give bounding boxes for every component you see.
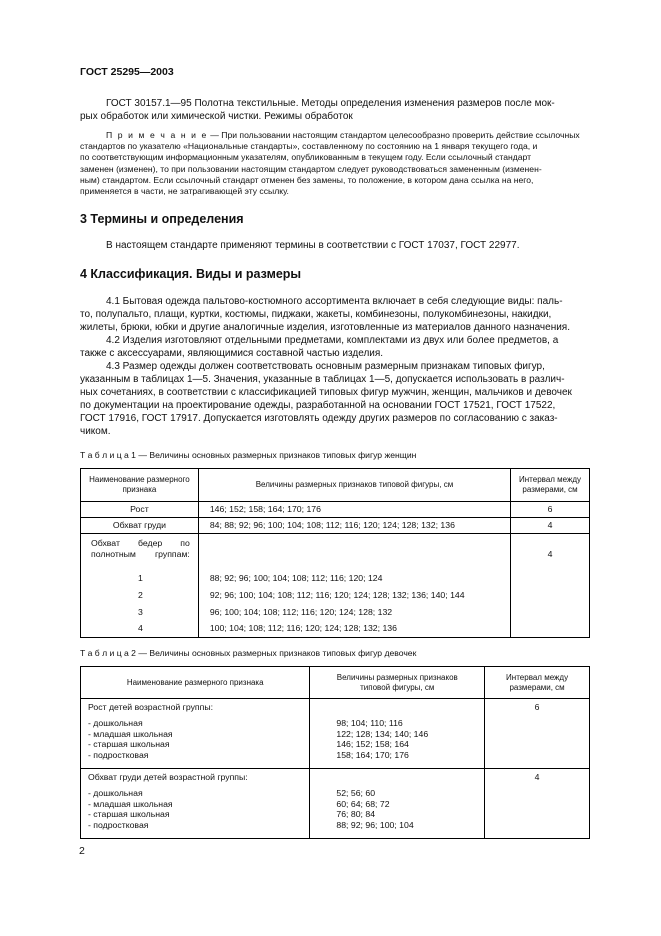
- paragraph-4-1: [80, 295, 590, 334]
- page-number: 2: [79, 845, 85, 857]
- document-header: ГОСТ 25295—2003: [80, 66, 174, 78]
- section-3-heading: 3 Термины и определения: [80, 212, 244, 226]
- cell-name: [81, 769, 310, 839]
- paragraph-line: ных сочетаниях, в соответствии с классификацией типовых фигур мужчин, женщин, мальчиков и девочек: [80, 387, 572, 398]
- group-number: 3: [138, 606, 143, 617]
- age-group: - младшая школьная: [88, 798, 173, 809]
- cell-interval: 4: [511, 518, 590, 534]
- note-label: П р и м е ч а н и е: [106, 130, 208, 140]
- paragraph-line: жилеты, брюки, юбки и другие аналогичные изделия, изготовленные из материалов данного назначения.: [80, 322, 571, 333]
- table-header-cell: Интервал между размерами, см: [511, 469, 590, 502]
- table-caption-label: Т а б л и ц а 1: [80, 450, 136, 460]
- note-line: по соответствующим информационным указателям, опубликованным в текущем году. Если ссылочный стандарт: [80, 152, 532, 163]
- cell-values: [198, 534, 510, 638]
- paragraph-line: также с аксессуарами, являющимися составной частью изделия.: [80, 348, 384, 359]
- paragraph-line: ГОСТ 17916, ГОСТ 17917. Допускается изготовлять одежду других размеров по согласованию с заказ-: [80, 413, 558, 424]
- paragraph-4-3: [80, 360, 590, 438]
- cell-interval: 4: [511, 534, 590, 638]
- age-group: - старшая школьная: [88, 809, 170, 820]
- group-values: 92; 96; 100; 104; 108; 112; 116; 120; 124; 128; 132; 136; 140; 144: [209, 589, 465, 600]
- table-header-cell: Наименование размерного признака: [81, 469, 199, 502]
- paragraph-line: 4.1 Бытовая одежда пальтово-костюмного ассортимента включает в себя следующие виды: паль-: [106, 296, 563, 307]
- cell-name: [81, 699, 310, 769]
- note-line: заменен (изменен), то при пользовании настоящим стандартом следует руководствоваться замененным (изменен-: [80, 163, 542, 174]
- table-row: [81, 769, 590, 839]
- cell-name: Обхват груди: [81, 518, 199, 534]
- hip-label: Обхват бедер по полнотным группам:: [91, 538, 190, 559]
- group-values: 96; 100; 104; 108; 112; 116; 120; 124; 128; 132: [209, 606, 393, 617]
- group-values: 146; 152; 158; 164: [336, 739, 409, 750]
- age-group: - подростковая: [88, 819, 149, 830]
- group-values: 52; 56; 60: [336, 788, 376, 798]
- table-caption-text: — Величины основных размерных признаков типовых фигур девочек: [135, 648, 417, 658]
- table-row: [81, 534, 590, 638]
- age-group: - младшая школьная: [88, 728, 173, 739]
- group-values: 88; 92; 96; 100; 104: [336, 819, 414, 830]
- paragraph-line: указанным в таблицах 1—5. Значения, указанные в таблицах 1—5, допускается использовать в различ-: [80, 374, 565, 385]
- group-number: 1: [138, 573, 143, 583]
- block-title: Обхват груди детей возрастной группы:: [88, 772, 248, 782]
- table-2: [80, 666, 590, 839]
- paragraph-line: то, полупальто, плащи, куртки, костюмы, пиджаки, жакеты, комбинезоны, полукомбинезоны, накидки,: [80, 309, 552, 320]
- group-values: 88; 92; 96; 100; 104; 108; 112; 116; 120; 124: [209, 573, 383, 583]
- cell-values: 84; 88; 92; 96; 100; 104; 108; 112; 116; 120; 124; 128; 132; 136: [198, 518, 510, 534]
- cell-interval: 6: [485, 699, 590, 769]
- section-3-text: В настоящем стандарте применяют термины в соответствии с ГОСТ 17037, ГОСТ 22977.: [106, 240, 520, 251]
- note-line: — При пользовании настоящим стандартом целесообразно проверить действие ссылочных: [207, 130, 580, 140]
- table-1: [80, 468, 590, 638]
- age-group: - дошкольная: [88, 718, 143, 728]
- table-header-cell: Интервал между размерами, см: [485, 667, 590, 699]
- cell-interval: 6: [511, 502, 590, 518]
- cell-values: [310, 699, 485, 769]
- table-row: [81, 502, 590, 518]
- group-values: 76; 80; 84: [336, 809, 376, 820]
- table-2-caption: [80, 648, 416, 658]
- age-group: - дошкольная: [88, 788, 143, 798]
- group-values: 122; 128; 134; 140; 146: [336, 728, 429, 739]
- table-header-cell: Наименование размерного признака: [81, 667, 310, 699]
- table-caption-text: — Величины основных размерных признаков типовых фигур женщин: [135, 450, 417, 460]
- ref-line: рых обработок или химической чистки. Режимы обработок: [80, 111, 353, 122]
- table-header-cell: Величины размерных признаков типовой фигуры, см: [310, 667, 485, 699]
- group-number: 4: [138, 623, 143, 634]
- cell-interval: 4: [485, 769, 590, 839]
- table-row: [81, 518, 590, 534]
- group-values: 158; 164; 170; 176: [336, 749, 409, 760]
- table-row: [81, 699, 590, 769]
- note-block: [80, 130, 590, 197]
- ref-paragraph: [80, 97, 590, 123]
- group-values: 60; 64; 68; 72: [336, 798, 390, 809]
- block-title: Рост детей возрастной группы:: [88, 702, 214, 712]
- paragraph-4-2: [80, 334, 590, 360]
- note-line: применяется в части, не затрагивающей эту ссылку.: [80, 186, 289, 197]
- cell-name: [81, 534, 199, 638]
- cell-name: Рост: [81, 502, 199, 518]
- paragraph-line: чиком.: [80, 426, 111, 437]
- age-group: - подростковая: [88, 749, 149, 760]
- paragraph-line: 4.3 Размер одежды должен соответствовать основным размерным признакам типовых фигур,: [106, 361, 545, 372]
- group-values: 98; 104; 110; 116: [336, 718, 403, 728]
- paragraph-line: 4.2 Изделия изготовляют отдельными предметами, комплектами из двух или более предметов, а: [106, 335, 559, 346]
- table-caption-label: Т а б л и ц а 2: [80, 648, 136, 658]
- paragraph-line: по документации на проектирование одежды, разработанной на основании ГОСТ 17521, ГОСТ 17522,: [80, 400, 556, 411]
- note-line: стандартов по указателю «Национальные стандарты», составленному по состоянию на 1 января текущего года, и: [80, 141, 538, 152]
- cell-values: [310, 769, 485, 839]
- ref-line: ГОСТ 30157.1—95 Полотна текстильные. Методы определения изменения размеров после мок-: [106, 98, 555, 109]
- table-1-caption: [80, 450, 416, 460]
- cell-values: 146; 152; 158; 164; 170; 176: [198, 502, 510, 518]
- note-line: ным) стандартом. Если ссылочный стандарт отменен без замены, то положение, в котором дана ссылка на него,: [80, 174, 534, 185]
- section-4-heading: 4 Классификация. Виды и размеры: [80, 267, 302, 281]
- group-values: 100; 104; 108; 112; 116; 120; 124; 128; 132; 136: [209, 623, 397, 634]
- age-group: - старшая школьная: [88, 739, 170, 750]
- group-numbers: [91, 570, 190, 637]
- table-header-cell: Величины размерных признаков типовой фигуры, см: [198, 469, 510, 502]
- group-number: 2: [138, 589, 143, 600]
